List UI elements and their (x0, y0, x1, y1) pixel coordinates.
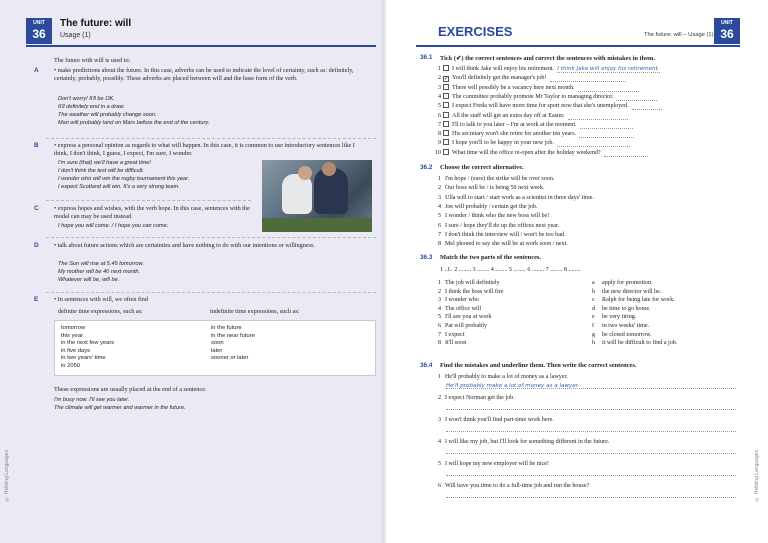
item-text: The committee probably promote Mr Taylor to managing director. (452, 93, 614, 100)
unit-badge (26, 18, 52, 44)
exercise-item (432, 184, 545, 192)
answer-line[interactable] (616, 95, 657, 101)
section-c-text: • express hopes and wishes, with the verb hope. In this case, sentences with the modal can may be used instead. (54, 205, 250, 221)
match-right-item (592, 313, 636, 321)
match-left-item (432, 296, 479, 304)
item-text: be closed tomorrow. (602, 331, 652, 338)
unit-label: UNIT (721, 20, 733, 26)
list-item: sooner or later (211, 355, 249, 362)
item-text: I will think Jake will enjoy his retirement. (452, 66, 555, 72)
item-number: 3 (437, 194, 441, 201)
answer-line[interactable] (446, 491, 736, 498)
answer-line[interactable] (446, 469, 736, 476)
list-item: this year (61, 332, 83, 339)
exercise-item (432, 203, 537, 211)
item-text: I expect (445, 331, 465, 338)
match-left-item (432, 322, 487, 330)
item-text: be time to go home. (602, 305, 651, 312)
tick-checkbox[interactable] (443, 139, 449, 145)
indefinite-list (211, 325, 255, 363)
copyright-side: © Helbling Languages (4, 450, 10, 502)
list-item: later (211, 347, 223, 354)
item-text: He'll probably to make a lot of money as a lawyer. (445, 374, 568, 380)
item-number: 5 (437, 314, 441, 321)
exercise-item (432, 438, 609, 446)
item-number: 2 (437, 75, 441, 82)
section-b-text: • express a personal opinion as regards to what will happen. In this case, it is common to use introductory sentences like I think, I don't think, I guess, I expect, I'm sure, I wonder. (54, 142, 355, 158)
item-text: His secretary won't she retire for another ten years. (452, 131, 577, 138)
match-left-item (432, 331, 464, 339)
item-number: 2 (437, 185, 441, 192)
unit-label: UNIT (33, 20, 45, 26)
item-text: Ralph for being late for work. (602, 297, 675, 304)
exercise-number: 36.4 (420, 362, 433, 369)
example: The climate will get warmer and warmer in the future. (54, 405, 186, 411)
item-text: I will like my job, but I'll look for something different in the future. (445, 439, 610, 445)
match-right-item (592, 279, 653, 287)
answer-line[interactable] (557, 141, 630, 147)
item-text: I hope you'll to be happy in your new job. (452, 140, 554, 147)
example: I don't think the test will be difficult. (58, 168, 144, 174)
item-text: I won't think you'll find part-time work here. (445, 417, 554, 423)
list-item: in five days (61, 347, 90, 354)
section-a-text: • make predictions about the future. In this case, adverbs can be used to indicate the level of certainty, such as: definitely, certainly, probably, possibly. These adverbs are placed between will and the base form of the verb. (54, 67, 354, 83)
item-number: 1 (437, 374, 441, 380)
divider (46, 200, 251, 201)
exercise-heading: Choose the correct alternative. (440, 164, 524, 171)
tick-checkbox[interactable] (443, 65, 449, 71)
match-left-item (432, 288, 503, 296)
rugby-photo (262, 160, 372, 232)
match-right-item (592, 322, 649, 330)
item-letter: f (592, 323, 595, 329)
answer-line[interactable] (632, 104, 662, 110)
example: Man will probably land on Mars before the end of the century. (58, 120, 210, 126)
right-page (386, 0, 768, 543)
exercise-item (432, 394, 515, 402)
unit-number: 36 (720, 27, 734, 41)
item-number: 4 (437, 439, 441, 445)
definite-list (61, 325, 114, 371)
example: Don't worry! It'll be OK. (58, 96, 115, 102)
time-expressions-table (54, 320, 376, 376)
tick-checkbox[interactable]: ✔ (444, 77, 449, 83)
header-rule (416, 45, 740, 47)
match-left-item (432, 313, 491, 321)
exercise-item (432, 231, 566, 239)
item-text: apply for promotion. (602, 280, 653, 286)
item-number: 6 (437, 323, 441, 329)
answer-line[interactable] (579, 132, 634, 138)
exercise-item (432, 74, 626, 82)
section-d-text: • talk about future actions which are certainties and have nothing to do with our intentions or willingness. (54, 242, 315, 249)
item-text: What time will the office re-open after the holiday weekend? (452, 149, 601, 156)
exercises-title: EXERCISES (438, 24, 513, 39)
item-number: 6 (437, 222, 441, 229)
item-text[interactable]: I'm hope / (sure) the strike will be over soon. (445, 176, 555, 182)
exercise-heading: Match the two parts of the sentences. (440, 254, 541, 261)
exercise-number: 36.1 (420, 54, 433, 61)
section-letter-e: E (34, 296, 39, 303)
section-c-examples (58, 222, 168, 230)
answer-line[interactable] (446, 382, 736, 389)
item-text[interactable]: Mel phoned to say she will be at work soon / next. (445, 241, 568, 248)
answer-line[interactable] (604, 151, 648, 157)
item-number: 8 (437, 131, 441, 138)
answer-line[interactable] (446, 425, 736, 432)
item-text[interactable]: Our boss will be / is being 50 next week. (445, 185, 545, 192)
item-text[interactable]: I wonder / think who the new boss will be! (445, 213, 550, 220)
indefinite-heading: indefinite time expressions, such as: (210, 308, 300, 315)
item-number: 9 (437, 140, 441, 147)
item-text: You'll definitely get the manager's job! (452, 75, 547, 82)
item-text: The office will (445, 305, 482, 312)
list-item: tomorrow (61, 325, 86, 331)
item-text[interactable]: Ulla will to start / start work as a scientist in three days' time. (445, 194, 595, 201)
tick-checkbox[interactable] (443, 130, 449, 136)
item-number: 6 (437, 483, 441, 489)
item-letter: e (592, 314, 595, 321)
item-letter: a (592, 280, 595, 286)
page-title: The future: will (60, 18, 132, 29)
item-number: 7 (437, 331, 441, 338)
section-letter-a: A (34, 67, 39, 74)
item-number: 4 (437, 203, 441, 210)
exercise-heading: Tick (✔) the correct sentences and correct the sentences with mistakes in them. (440, 55, 655, 62)
match-right-item (592, 305, 651, 313)
match-right-item (592, 296, 675, 304)
example: It'll definitely end in a draw. (58, 104, 125, 110)
tick-checkbox[interactable] (443, 112, 449, 118)
item-text: I expect Freda will have more time for sport now that she's unemployed. (452, 103, 629, 110)
exercise-item (432, 65, 660, 73)
exercise-number: 36.2 (420, 164, 433, 171)
exercise-item (432, 416, 554, 424)
tick-checkbox[interactable] (443, 121, 449, 127)
page-subtitle: Usage (1) (60, 32, 91, 39)
list-item: in the next few years (61, 340, 115, 347)
item-number: 2 (437, 288, 441, 295)
answer-line[interactable] (578, 86, 640, 92)
divider (46, 292, 376, 293)
exercise-heading: Find the mistakes and underline them. Then write the correct sentences. (440, 362, 637, 369)
section-letter-d: D (34, 242, 39, 249)
exercise-item (432, 482, 589, 490)
item-text: Will have you time to do a full-time job and run the house? (445, 483, 590, 489)
item-text: Pat will probably (445, 323, 487, 329)
exercise-item (432, 240, 568, 248)
exercise-item (432, 373, 568, 381)
match-left-item (432, 305, 481, 313)
item-text[interactable]: Joe will probably / certain get the job. (445, 203, 538, 210)
item-text: be very tiring. (602, 314, 637, 321)
exercise-item (432, 139, 630, 147)
item-number: 5 (437, 461, 441, 467)
list-item: in the future (211, 325, 242, 331)
example: I expect Scotland will win. It's a very strong team. (58, 184, 180, 190)
item-text: I will hope my new employer will be nice! (445, 461, 549, 467)
list-item: in two years' time (61, 355, 106, 362)
item-letter: g (592, 331, 596, 338)
answer-line[interactable] (446, 447, 736, 454)
example: I'm busy now. I'll see you later. (54, 397, 130, 403)
example: I wonder who will win the rugby tournament this year. (58, 176, 190, 182)
item-text: I'll to talk to you later – I'm at work at the moment. (452, 121, 577, 128)
unit-badge (714, 18, 740, 44)
copyright-side: © Helbling Languages (754, 450, 760, 502)
exercise-item (432, 149, 648, 157)
item-number: 3 (437, 297, 441, 304)
item-text: I expect Norman get the job. (445, 395, 515, 401)
tick-checkbox[interactable] (443, 93, 449, 99)
placement-examples (54, 396, 186, 412)
item-letter: b (592, 288, 596, 295)
list-item: in 2050 (61, 362, 81, 369)
intro-text: The future with will is used to: (54, 57, 131, 64)
item-number: 7 (437, 121, 441, 128)
match-right-item (592, 339, 677, 347)
example: I hope you will come. / I hope you can come. (58, 223, 169, 229)
example: The weather will probably change soon. (58, 112, 157, 118)
section-letter-b: B (34, 142, 39, 149)
item-text: I'll see you at work (445, 314, 492, 321)
item-text: in two weeks' time. (602, 323, 650, 329)
header-rule (26, 45, 376, 47)
divider (46, 237, 376, 238)
item-letter: d (592, 305, 596, 312)
item-text: the new director will be. (602, 288, 662, 295)
tick-checkbox[interactable] (443, 84, 449, 90)
item-number: 5 (437, 103, 441, 110)
exercise-item (432, 222, 559, 230)
unit-number: 36 (32, 27, 46, 41)
placement-note: These expressions are usually placed at the end of a sentence. (54, 386, 207, 393)
item-number: 10 (434, 149, 441, 156)
item-text: It'll soon (445, 340, 467, 347)
definite-heading: definite time expressions, such as: (58, 308, 143, 315)
item-text: There will possibly be a vacancy here next month. (452, 84, 575, 91)
section-b-examples (58, 159, 258, 191)
exercise-item (432, 460, 549, 468)
example: I'm sure (that) we'll have a great time! (58, 160, 151, 166)
section-a-examples (58, 95, 209, 127)
item-number: 3 (437, 417, 441, 423)
item-text: I wonder who (445, 297, 479, 304)
item-number: 5 (437, 213, 441, 220)
item-number: 2 (437, 395, 441, 401)
exercise-number: 36.3 (420, 254, 433, 261)
item-number: 3 (437, 84, 441, 91)
handwritten-answer[interactable]: I think Jake will enjoy his retirement. (557, 66, 660, 72)
item-number: 4 (437, 305, 441, 312)
item-number: 8 (437, 340, 441, 347)
match-left-item (432, 279, 500, 287)
item-number: 1 (437, 176, 441, 182)
item-number: 7 (437, 231, 441, 238)
exercise-item (432, 194, 594, 202)
tick-checkbox[interactable] (443, 102, 449, 108)
section-e-text: • In sentences with will, we often find (54, 296, 148, 303)
exercise-item (432, 175, 554, 183)
answer-line[interactable] (446, 403, 736, 410)
item-letter: c (592, 297, 595, 304)
divider (46, 138, 376, 139)
answer-line[interactable] (550, 76, 626, 82)
item-text: The job will definitely (445, 280, 500, 286)
match-left-item (432, 339, 466, 347)
item-text: it will be difficult to find a job. (602, 340, 678, 347)
item-text[interactable]: I sure / hope they'll do up the offices next year. (445, 222, 560, 229)
handwritten-answer: He'll probably make a lot of money as a lawyer. (446, 383, 580, 389)
exercise-item (432, 84, 639, 92)
item-number: 4 (437, 93, 441, 100)
section-d-examples (58, 260, 144, 284)
answer-line[interactable] (568, 114, 628, 120)
exercises-subtitle: The future: will – Usage (1) (644, 32, 714, 38)
item-text[interactable]: I don't think the interview will / won't be too bad. (445, 231, 566, 238)
example: My mother will be 40 next month. (58, 269, 141, 275)
item-number: 1 (437, 280, 441, 286)
exercise-item (432, 130, 634, 138)
exercise-item (432, 212, 549, 220)
exercise-item (432, 121, 633, 129)
item-text: All the staff will get an extra day off at Easter. (452, 112, 565, 119)
tick-checkbox[interactable] (443, 149, 449, 155)
list-item: in the near future (211, 332, 255, 339)
item-number: 1 (437, 66, 441, 72)
match-right-item (592, 331, 652, 339)
example: The Sun will rise at 5.45 tomorrow. (58, 261, 144, 267)
item-letter: h (592, 340, 596, 347)
exercise-item (432, 102, 662, 110)
section-letter-c: C (34, 205, 39, 212)
item-number: 8 (437, 241, 441, 248)
answer-line[interactable] (580, 123, 634, 129)
list-item: soon (211, 340, 224, 347)
answer-key-row[interactable]: 1 ..f.. 2 ........ 3 ........ 4 ........ 5 ........ 6 ........ 7 ........ 8 ........ (440, 267, 581, 273)
item-number: 6 (437, 112, 441, 119)
exercise-item (432, 112, 628, 120)
exercise-item (432, 93, 657, 101)
match-right-item (592, 288, 661, 296)
item-text: I think the boss will fire (445, 288, 504, 295)
example: Whatever will be, will be. (58, 277, 120, 283)
